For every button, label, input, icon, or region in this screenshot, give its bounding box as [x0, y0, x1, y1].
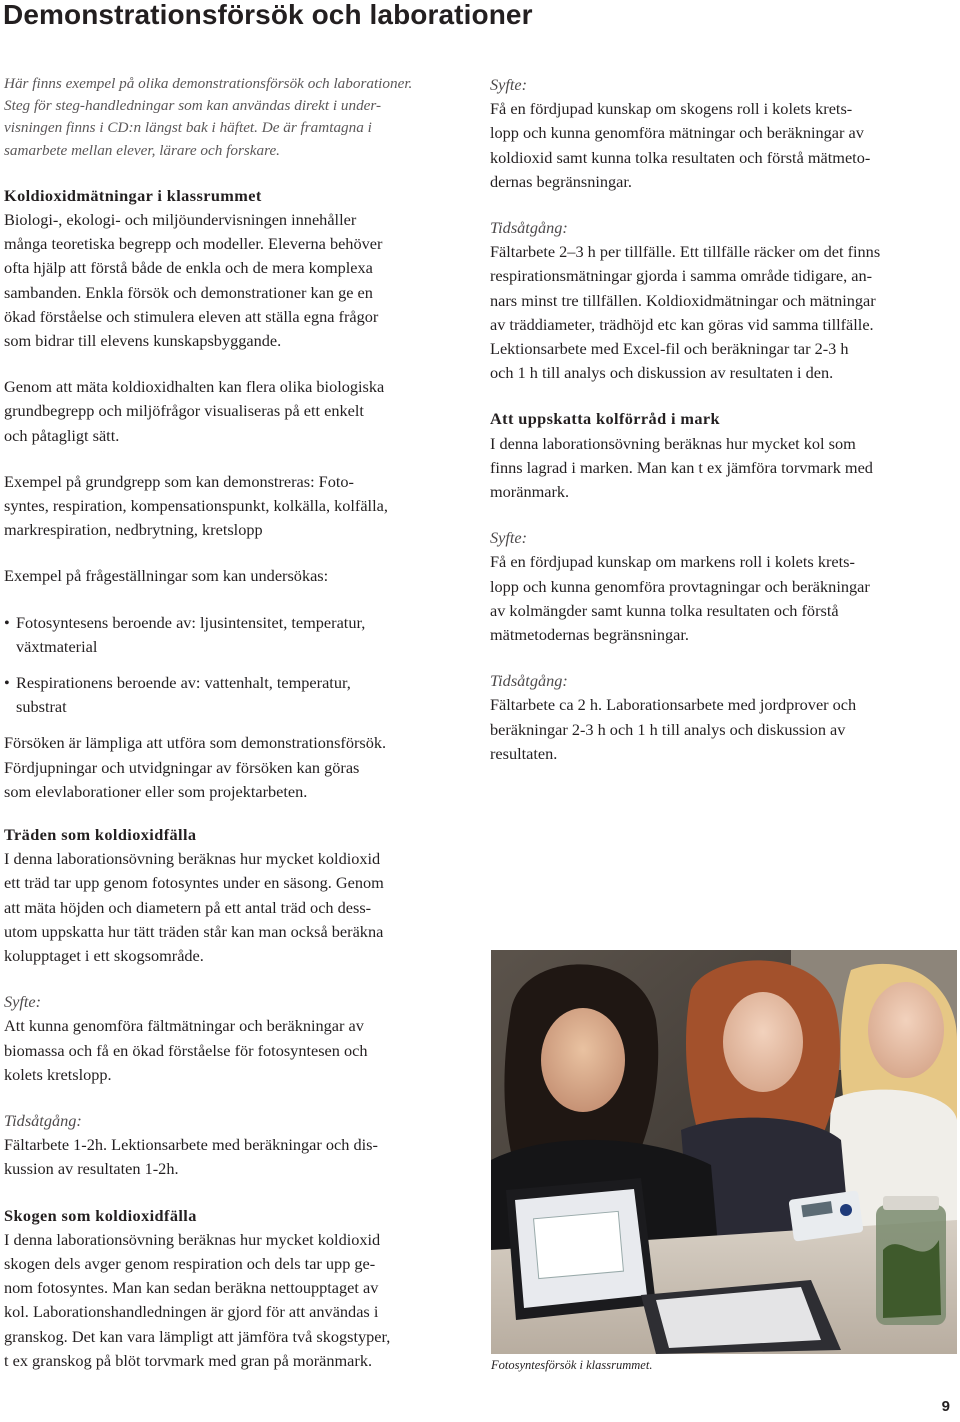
text-line: av kolmängder samt kunna tolka resultaten och förstå: [490, 600, 839, 620]
bullet-item: [4, 611, 474, 659]
tidsatgang-label: Tidsåtgång:: [490, 671, 568, 691]
text-line: biomassa och få en ökad förståelse för fotosyntesen och: [4, 1040, 368, 1060]
right-column: [490, 73, 960, 766]
intro-line: samarbete mellan elever, lärare och forskare.: [4, 141, 280, 159]
text-line: Fältarbete 1-2h. Lektionsarbete med beräkningar och dis-: [4, 1135, 378, 1155]
text-line: Exempel på grundgrepp som kan demonstreras: Foto-: [4, 471, 354, 491]
grundbegrepp-paragraph: [4, 470, 474, 543]
text-line: beräkningar 2-3 h och 1 h till analys och diskussion av: [490, 719, 846, 739]
text-line: Fördjupningar och utvidgningar av försöken kan göras: [4, 757, 360, 777]
text-line: finns lagrad i marken. Man kan t ex jämföra torvmark med: [490, 457, 873, 477]
skogen-heading: Skogen som koldioxidfälla: [4, 1205, 197, 1225]
traden-paragraph: [4, 847, 474, 968]
jar-lid: [883, 1196, 939, 1210]
text-line: kolets kretslopp.: [4, 1064, 112, 1084]
text-line: av träddiameter, trädhöjd etc kan göras vid samma tillfälle.: [490, 314, 874, 334]
text-line: I denna laborationsövning beräknas hur mycket koldioxid: [4, 1229, 381, 1249]
text-line: kol. Laborationshandledningen är gjord för att användas i: [4, 1302, 379, 1322]
koldioxid-paragraph: [4, 208, 474, 353]
photo-caption: Fotosyntesförsök i klassrummet.: [491, 1358, 653, 1372]
syfte-paragraph: [490, 550, 960, 647]
text-line: Få en fördjupad kunskap om markens roll i kolets krets-: [490, 552, 855, 572]
text-line: utom uppskatta hur tätt träden står kan man också beräkna: [4, 921, 384, 941]
classroom-photo-illustration: [491, 950, 957, 1354]
text-line: grundbegrepp och miljöfrågor visualiseras på ett enkelt: [4, 401, 364, 421]
kolforrad-heading: Att uppskatta kolförråd i mark: [490, 409, 721, 429]
bullet-list: [4, 611, 474, 720]
text-line: ett träd tar upp genom fotosyntes under en säsong. Genom: [4, 873, 384, 893]
text-line: sambanden. Enkla försök och demonstrationer kan ge en: [4, 282, 373, 302]
forsoken-paragraph: [4, 731, 474, 804]
intro-line: Steg för steg-handledningar som kan användas direkt i under-: [4, 97, 382, 115]
text-line: Respirationens beroende av: vattenhalt, temperatur,: [16, 673, 351, 693]
text-line: I denna laborationsövning beräknas hur mycket kol som: [490, 433, 856, 453]
text-line: många teoretiska begrepp och modeller. Eleverna behöver: [4, 234, 383, 254]
text-line: och påtagligt sätt.: [4, 425, 120, 445]
text-line: Få en fördjupad kunskap om skogens roll i kolets krets-: [490, 99, 853, 119]
text-line: respirationsmätningar gjorda i samma område tidigare, an-: [490, 266, 873, 286]
syfte-label: Syfte:: [490, 528, 528, 548]
text-line: granskog. Det kan vara lämpligt att jämföra två skogstyper,: [4, 1326, 391, 1346]
co2-logger-knob: [840, 1204, 852, 1216]
laptop-chart-area: [534, 1211, 624, 1278]
koldioxid-heading: Koldioxidmätningar i klassrummet: [4, 185, 262, 205]
text-line: t ex granskog på blöt torvmark med gran på moränmark.: [4, 1350, 373, 1370]
text-line: Fältarbete ca 2 h. Laborationsarbete med jordprover och: [490, 695, 857, 715]
text-line: syntes, respiration, kompensationspunkt, kolkälla, kolfälla,: [4, 496, 388, 516]
tidsatgang-paragraph: [490, 240, 960, 385]
traden-heading: Träden som koldioxidfälla: [4, 825, 197, 844]
text-line: Genom att mäta koldioxidhalten kan flera olika biologiska: [4, 377, 385, 397]
text-line: nom fotosyntes. Man kan sedan beräkna nettoupptaget av: [4, 1278, 379, 1298]
fragor-paragraph: Exempel på frågeställningar som kan undersökas:: [4, 566, 329, 586]
text-line: Fältarbete 2–3 h per tillfälle. Ett tillfälle räcker om det finns: [490, 242, 881, 262]
tidsatgang-paragraph: [4, 1133, 474, 1181]
text-line: ökad förståelse och stimulera eleven att ställa egna frågor: [4, 306, 379, 326]
text-line: Fotosyntesens beroende av: ljusintensitet, temperatur,: [16, 612, 366, 632]
text-line: som bidrar till elevens kunskapsbyggande.: [4, 331, 282, 351]
text-line: I denna laborationsövning beräknas hur mycket koldioxid: [4, 849, 381, 869]
tidsatgang-paragraph: [490, 693, 960, 766]
girl-center-face: [723, 992, 803, 1092]
girl-right-face: [868, 982, 944, 1078]
text-line: substrat: [16, 697, 67, 717]
text-line: Biologi-, ekologi- och miljöundervisningen innehåller: [4, 210, 357, 230]
left-column: [4, 73, 474, 804]
text-line: och 1 h till analys och diskussion av resultaten i den.: [490, 363, 834, 383]
genom-paragraph: [4, 375, 474, 448]
page-title: Demonstrationsförsök och laborationer: [3, 0, 533, 30]
page-number: 9: [941, 1398, 950, 1415]
text-line: nars minst tre tillfällen. Koldioxidmätningar och mätningar: [490, 290, 876, 310]
text-line: som elevlaborationer eller som projektarbeten.: [4, 781, 308, 801]
text-line: att mäta höjden och diametern på ett antal träd och dess-: [4, 897, 372, 917]
text-line: Försöken är lämpliga att utföra som demonstrationsförsök.: [4, 733, 387, 753]
text-line: skogen dels avger genom respiration och dels tar upp ge-: [4, 1254, 376, 1274]
girl-left-face: [541, 1008, 625, 1112]
text-line: Lektionsarbete med Excel-fil och beräkningar tar 2-3 h: [490, 339, 849, 359]
kolforrad-paragraph: [490, 432, 960, 505]
left-bottom-column: [4, 823, 474, 1373]
text-line: Att kunna genomföra fältmätningar och beräkningar av: [4, 1016, 364, 1036]
text-line: lopp och kunna genomföra mätningar och beräkningar av: [490, 123, 864, 143]
text-line: kolupptaget i ett skogsområde.: [4, 946, 204, 966]
syfte-label: Syfte:: [4, 992, 42, 1012]
tidsatgang-label: Tidsåtgång:: [4, 1111, 82, 1131]
syfte-label: Syfte:: [490, 75, 528, 94]
text-line: växtmaterial: [16, 636, 98, 656]
syfte-paragraph: [4, 1014, 474, 1087]
text-line: markrespiration, nedbrytning, kretslopp: [4, 520, 263, 540]
intro-paragraph: [4, 73, 474, 162]
intro-line: Här finns exempel på olika demonstrationsförsök och laborationer.: [4, 75, 413, 92]
skogen-paragraph: [4, 1228, 474, 1373]
text-line: resultaten.: [490, 743, 558, 763]
text-line: kussion av resultaten 1-2h.: [4, 1159, 179, 1179]
text-line: ofta hjälp att förstå både de enkla och de mera komplexa: [4, 258, 373, 278]
text-line: moränmark.: [490, 482, 570, 502]
classroom-photo: [491, 950, 957, 1354]
syfte-paragraph: [490, 97, 960, 194]
jar-plants: [883, 1240, 941, 1318]
intro-line: visningen finns i CD:n längst bak i häftet. De är framtagna i: [4, 119, 372, 137]
text-line: dernas begränsningar.: [490, 171, 632, 191]
text-line: mätmetodernas begränsningar.: [490, 625, 689, 645]
text-line: lopp och kunna genomföra provtagningar och beräkningar: [490, 576, 870, 596]
tidsatgang-label: Tidsåtgång:: [490, 218, 568, 238]
bullet-item: [4, 671, 474, 719]
text-line: koldioxid samt kunna tolka resultaten och förstå mätmeto-: [490, 147, 871, 167]
